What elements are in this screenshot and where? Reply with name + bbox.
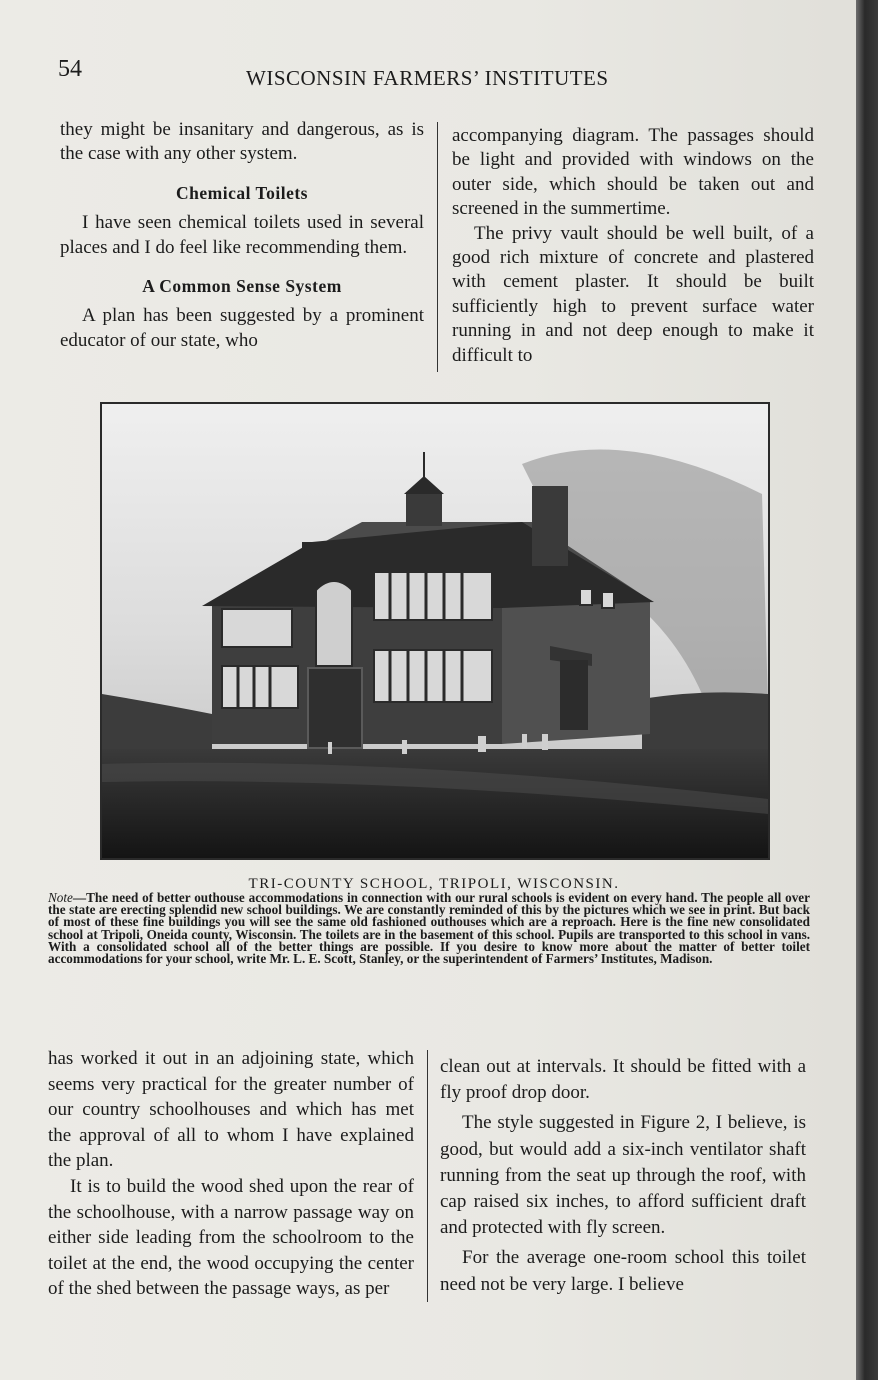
column-divider: [427, 1050, 428, 1302]
section-heading-chemical-toilets: Chemical Toilets: [176, 182, 308, 203]
photo-caption-note: [48, 892, 810, 965]
column-divider: [437, 122, 438, 372]
paragraph: I have seen chemical toilets used in several places and I do feel like recommending them.: [60, 212, 424, 258]
paragraph: It is to build the wood shed upon the rear of the schoolhouse, with a narrow passage way on either side leading from the schoolroom to the toilet at the end, the wood occupying the center of the shed between the passage ways, as per: [48, 1175, 414, 1300]
school-building-illustration: [102, 404, 768, 858]
paragraph: clean out at intervals. It should be fitted with a fly proof drop door.: [440, 1056, 806, 1104]
paragraph: A plan has been suggested by a prominent educator of our state, who: [60, 305, 424, 351]
top-left-column: [60, 118, 424, 353]
paragraph: accompanying diagram. The passages should be light and provided with windows on the outer side, which should be taken out and screened in the summertime.: [452, 125, 814, 220]
running-title: WISCONSIN FARMERS’ INSTITUTES: [246, 66, 609, 90]
note-text: —The need of better outhouse accommodations in connection with our rural schools is evident on every hand. The people all over the state are erecting splendid new school buildings. We are constantly reminded of this by the pictures which we see in print. But back of most of these fine buildings you will see the same old fashioned outhouses which are a reproach. Here is the fine new consolidated school at Tripoli, Oneida county, Wisconsin. The toilets are in the basement of this school. Pupils are transported to this school in vans. With a consolidated school all of the better things are possible. If you desire to know more about the matter of better toilet accommodations for your school, write Mr. L. E. Scott, Stanley, or the superintendent of Farmers’ Institutes, Madison.: [48, 890, 810, 967]
note-label: Note: [48, 890, 73, 905]
photo-caption-title: TRI-COUNTY SCHOOL, TRIPOLI, WISCONSIN.: [248, 876, 620, 892]
paragraph: For the average one-room school this toilet need not be very large. I believe: [440, 1247, 806, 1295]
bottom-left-column: [48, 1046, 414, 1302]
school-photograph: [100, 402, 770, 860]
top-right-column: [452, 124, 814, 368]
bottom-right-column: [440, 1054, 806, 1298]
paragraph: The privy vault should be well built, of a good rich mixture of concrete and plastered with cement plaster. It should be built sufficiently high to prevent surface water running in and not deep enough to make it difficult to: [452, 222, 814, 366]
paragraph: The style suggested in Figure 2, I believe, is good, but would add a six-inch ventilator shaft running from the seat up through the roof, with cap raised six inches, to afford sufficient draft and protected with fly screen.: [440, 1112, 806, 1239]
book-spine-edge: [856, 0, 878, 1380]
page-number: 54: [58, 56, 82, 82]
paragraph: they might be insanitary and dangerous, as is the case with any other system.: [60, 119, 424, 165]
section-heading-common-sense-system: A Common Sense System: [142, 276, 342, 297]
paragraph: has worked it out in an adjoining state, which seems very practical for the greater number of our country schoolhouses and which has met the approval of all to whom I have explained the plan.: [48, 1048, 414, 1172]
